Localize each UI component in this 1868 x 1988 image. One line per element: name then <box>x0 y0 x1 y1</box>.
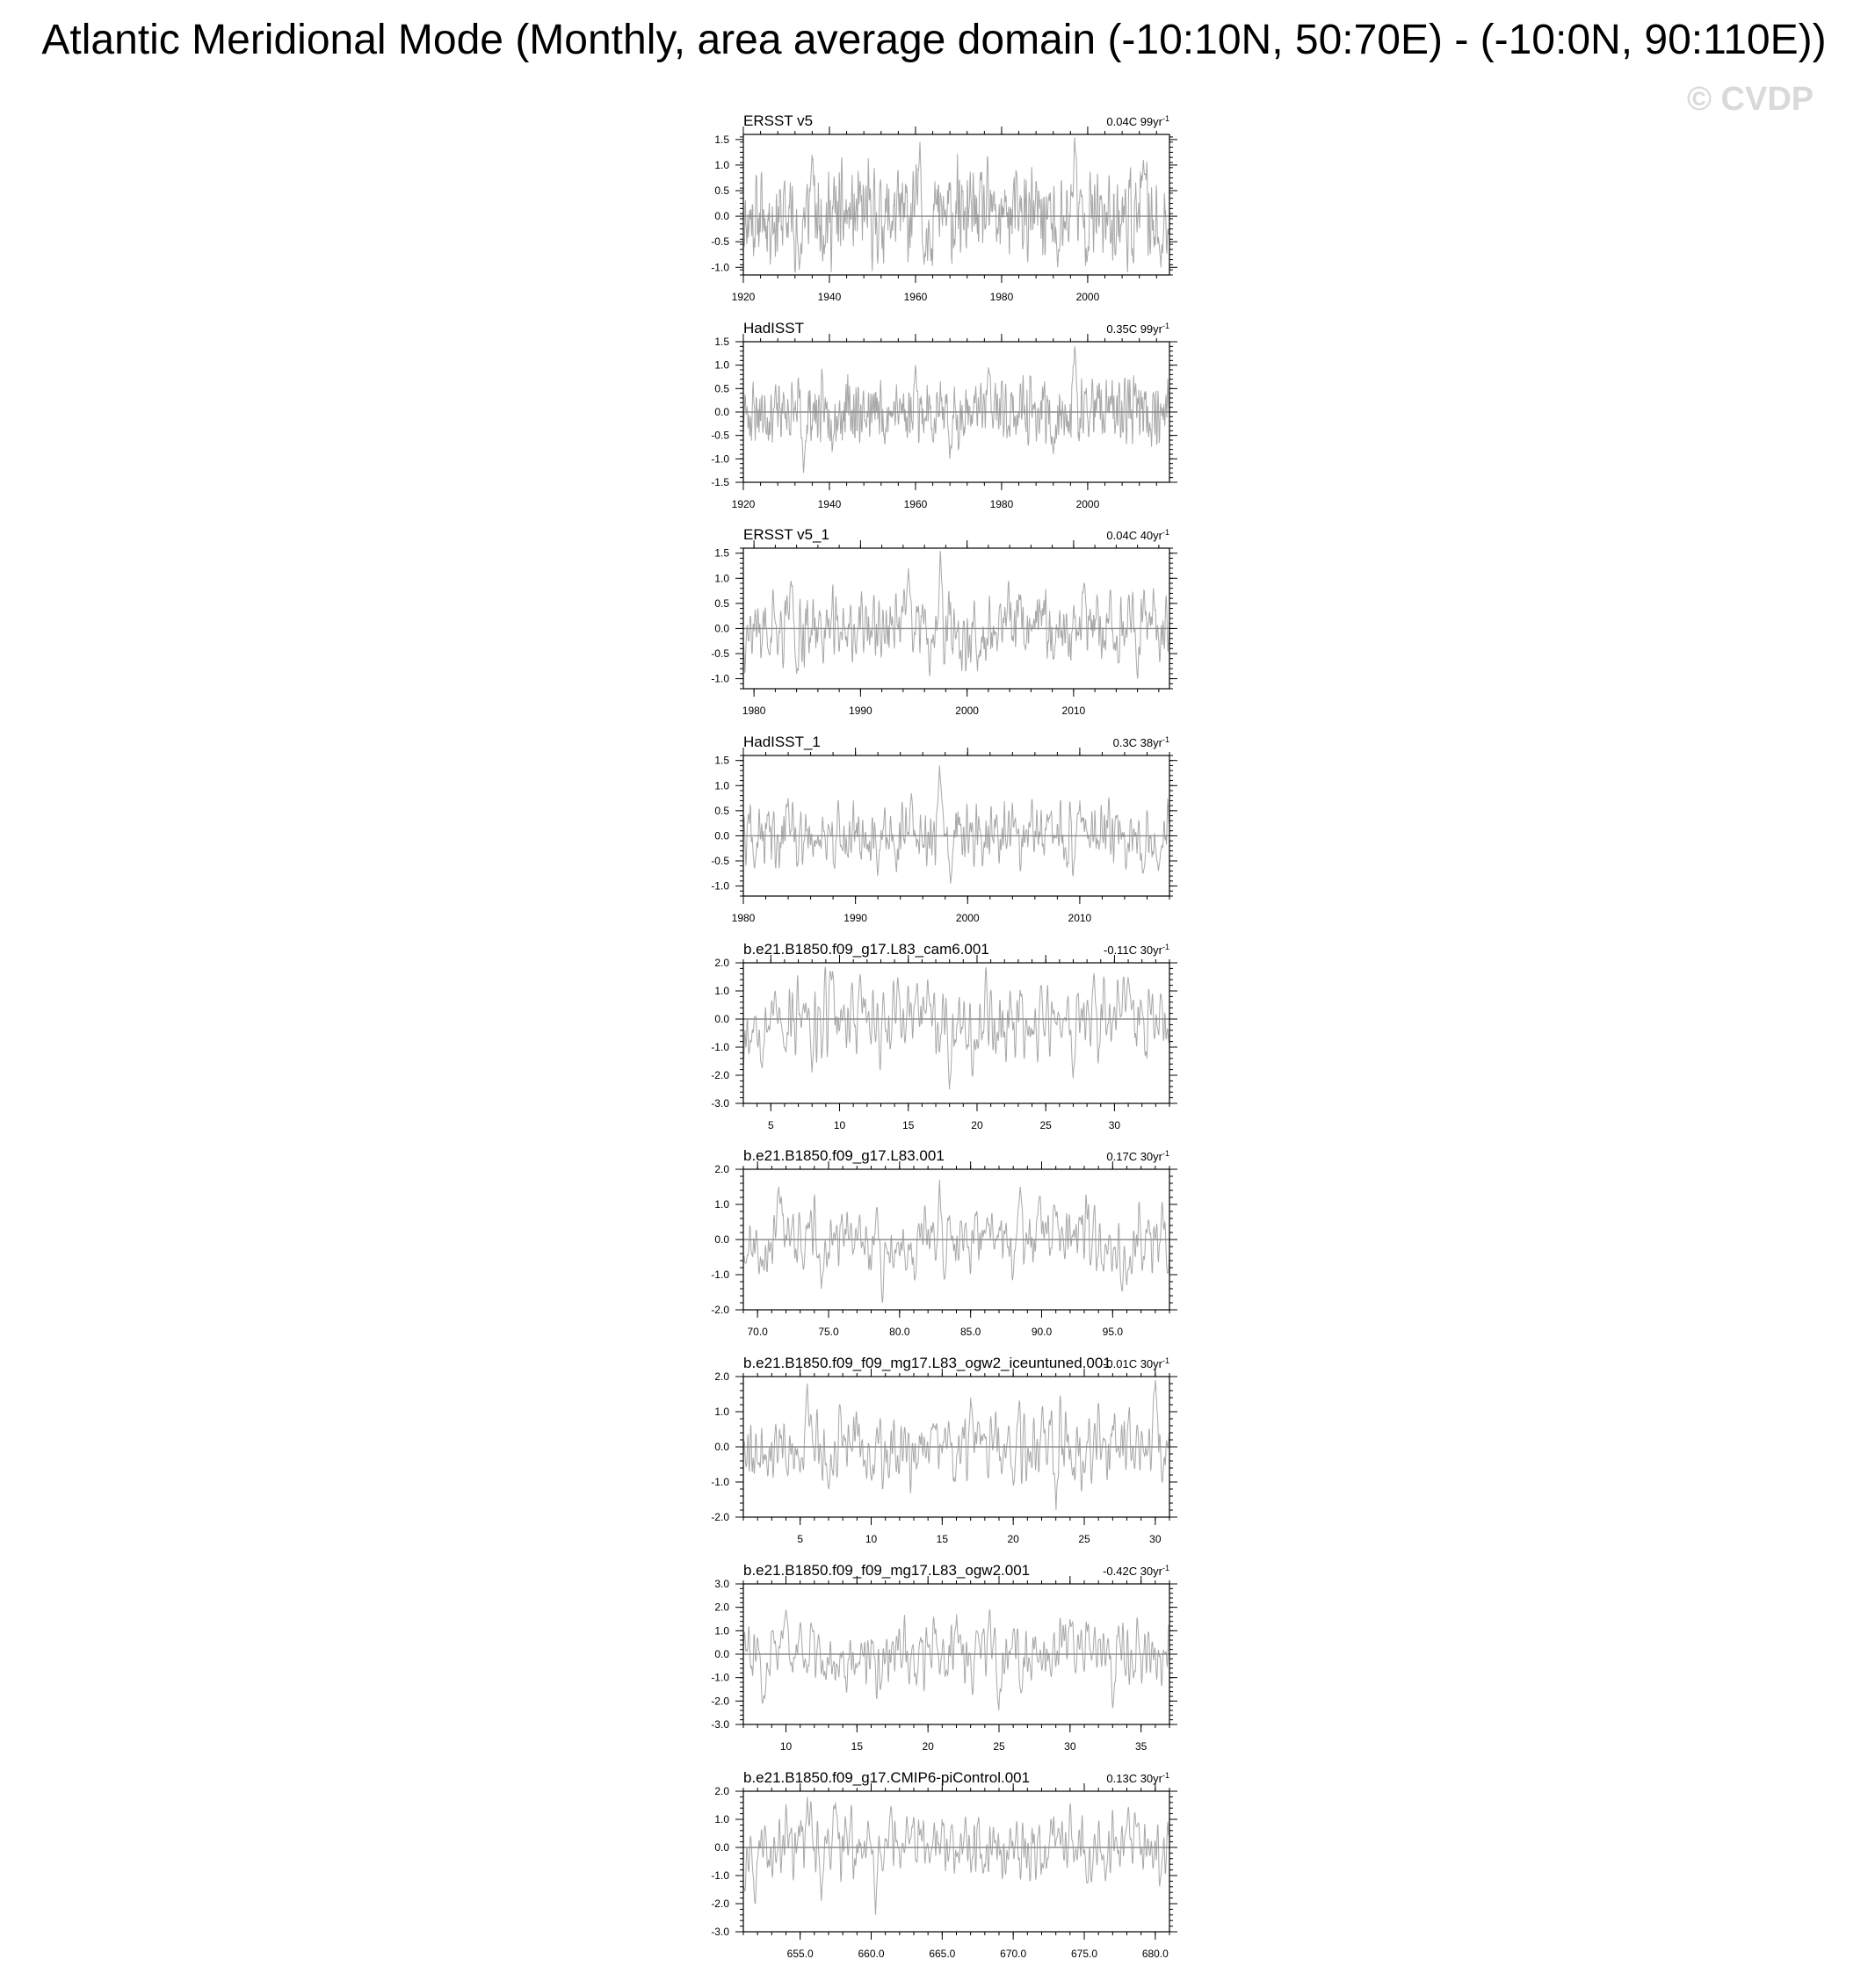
x-tick-label: 30 <box>1149 1533 1162 1545</box>
panel-title: b.e21.B1850.f09_f09_mg17.L83_ogw2.001 <box>743 1562 1031 1579</box>
y-tick-label: -1.0 <box>711 452 729 466</box>
chart-panel-1 <box>711 112 1177 303</box>
x-tick-label: 95.0 <box>1102 1326 1124 1338</box>
x-tick-label: 30 <box>1108 1119 1121 1131</box>
y-tick-label: -1.0 <box>711 1476 729 1488</box>
y-tick-label: 1.0 <box>714 1406 729 1418</box>
y-tick-label: -1.5 <box>711 476 729 488</box>
panel-trend: -0.01C $30yr^{-1}$ <box>1103 1356 1169 1370</box>
y-tick-label: -0.5 <box>711 429 729 442</box>
chart-panel-5 <box>711 941 1177 1131</box>
panel-title: b.e21.B1850.f09_g17.CMIP6-piControl.001 <box>743 1769 1031 1786</box>
x-tick-label: 655.0 <box>786 1948 814 1960</box>
y-tick-label: 3.0 <box>714 1578 729 1590</box>
plot-frame <box>743 1791 1169 1932</box>
x-tick-label: 10 <box>833 1119 846 1131</box>
panel-trend: -0.42C $30yr^{-1}$ <box>1103 1564 1169 1578</box>
x-tick-label: 1980 <box>989 498 1014 510</box>
trend-exponent: -1 <box>1162 735 1169 744</box>
x-tick-label: 1920 <box>731 291 756 303</box>
y-tick-label: -0.5 <box>711 235 729 249</box>
x-tick-label: 15 <box>936 1533 949 1545</box>
chart-panel-7 <box>711 1355 1177 1545</box>
y-tick-label: -2.0 <box>711 1511 729 1523</box>
y-tick-label: -3.0 <box>711 1926 729 1938</box>
chart-panel-2 <box>711 320 1177 510</box>
x-tick-label: 35 <box>1134 1740 1148 1753</box>
x-tick-label: 15 <box>902 1119 915 1131</box>
x-tick-label: 2000 <box>955 705 979 717</box>
y-tick-label: 1.5 <box>714 336 729 348</box>
y-tick-label: 2.0 <box>714 957 729 969</box>
chart-panel-6 <box>711 1147 1177 1338</box>
y-tick-label: 1.0 <box>714 985 729 997</box>
y-tick-label: 1.5 <box>714 754 729 767</box>
chart-panel-4 <box>711 734 1177 924</box>
x-tick-label: 25 <box>1078 1533 1090 1545</box>
x-tick-label: 75.0 <box>818 1326 839 1338</box>
y-tick-label: 1.0 <box>714 358 729 372</box>
y-tick-label: 0.0 <box>714 1013 729 1025</box>
y-tick-label: -1.0 <box>711 1671 729 1684</box>
trend-exponent: -1 <box>1162 1771 1169 1780</box>
chart-panel-8 <box>711 1562 1177 1753</box>
x-tick-label: 5 <box>797 1533 804 1545</box>
y-tick-label: 1.0 <box>714 158 729 171</box>
y-tick-label: 0.5 <box>714 804 729 817</box>
y-tick-label: -3.0 <box>711 1097 729 1110</box>
x-tick-label: 25 <box>1039 1119 1052 1131</box>
y-tick-label: 1.0 <box>714 779 729 792</box>
trend-exponent: -1 <box>1162 114 1169 123</box>
x-tick-label: 1990 <box>843 912 867 924</box>
y-tick-label: -0.5 <box>711 647 729 660</box>
x-tick-label: 680.0 <box>1141 1948 1169 1960</box>
x-tick-label: 2000 <box>1075 498 1100 510</box>
y-tick-label: -1.0 <box>711 261 729 274</box>
y-tick-label: 0.0 <box>714 1441 729 1453</box>
x-tick-label: 5 <box>767 1119 774 1131</box>
x-tick-label: 15 <box>851 1740 864 1753</box>
y-tick-label: 0.0 <box>714 829 729 842</box>
y-tick-label: -2.0 <box>711 1304 729 1316</box>
y-tick-label: 0.5 <box>714 184 729 197</box>
x-tick-label: 20 <box>971 1119 983 1131</box>
y-tick-label: 0.5 <box>714 382 729 395</box>
trend-exponent: -1 <box>1162 1356 1169 1365</box>
plot-frame <box>743 548 1169 689</box>
x-tick-label: 1960 <box>903 498 928 510</box>
series-line <box>743 551 1169 678</box>
trend-exponent: -1 <box>1162 1149 1169 1158</box>
x-tick-label: 2010 <box>1061 705 1086 717</box>
chart-panel-3 <box>711 526 1177 717</box>
y-tick-label: 0.0 <box>714 1648 729 1660</box>
panel-title: ERSST v5_1 <box>743 526 829 543</box>
panel-title: b.e21.B1850.f09_g17.L83.001 <box>743 1147 945 1164</box>
y-tick-label: -0.5 <box>711 855 729 867</box>
panel-trend: 0.3C $38yr^{-1}$ <box>1112 735 1169 749</box>
y-tick-label: -1.0 <box>711 1041 729 1053</box>
x-tick-label: 1940 <box>817 291 842 303</box>
y-tick-label: 1.0 <box>714 1624 729 1637</box>
series-line <box>743 137 1169 272</box>
y-tick-label: -1.0 <box>711 672 729 685</box>
series-line <box>743 1796 1169 1914</box>
y-tick-label: -2.0 <box>711 1695 729 1708</box>
series-line <box>743 765 1169 883</box>
y-tick-label: 0.0 <box>714 210 729 223</box>
x-tick-label: 1990 <box>849 705 872 717</box>
x-tick-label: 2000 <box>1075 291 1100 303</box>
series-line <box>743 1609 1169 1710</box>
panel-trend: 0.04C $40yr^{-1}$ <box>1106 528 1169 542</box>
panel-trend: 0.35C $99yr^{-1}$ <box>1106 322 1169 336</box>
y-tick-label: 1.0 <box>714 572 729 585</box>
x-tick-label: 20 <box>922 1740 934 1753</box>
x-tick-label: 1980 <box>731 912 756 924</box>
x-tick-label: 20 <box>1007 1533 1019 1545</box>
x-tick-label: 10 <box>865 1533 878 1545</box>
panel-trend: 0.04C $99yr^{-1}$ <box>1106 114 1169 128</box>
panel-title: HadISST <box>743 320 804 336</box>
y-tick-label: 1.0 <box>714 1198 729 1211</box>
panel-trend: 0.17C $30yr^{-1}$ <box>1106 1149 1169 1163</box>
y-tick-label: 0.0 <box>714 622 729 635</box>
y-tick-label: 2.0 <box>714 1163 729 1175</box>
x-tick-label: 675.0 <box>1070 1948 1098 1960</box>
x-tick-label: 665.0 <box>929 1948 956 1960</box>
series-line <box>743 346 1169 473</box>
trend-exponent: -1 <box>1162 322 1169 330</box>
panel-title: b.e21.B1850.f09_g17.L83_cam6.001 <box>743 941 989 958</box>
x-tick-label: 1960 <box>903 291 928 303</box>
x-tick-label: 670.0 <box>1000 1948 1027 1960</box>
panel-trend: 0.13C $30yr^{-1}$ <box>1106 1771 1169 1785</box>
series-line <box>743 1180 1169 1303</box>
x-tick-label: 90.0 <box>1031 1326 1053 1338</box>
panel-trend: -0.11C $30yr^{-1}$ <box>1104 943 1169 957</box>
x-tick-label: 1940 <box>817 498 842 510</box>
watermark: © CVDP <box>1687 81 1814 118</box>
x-tick-label: 660.0 <box>858 1948 885 1960</box>
y-tick-label: 1.5 <box>714 133 729 146</box>
y-tick-label: 2.0 <box>714 1601 729 1614</box>
x-tick-label: 1980 <box>742 705 766 717</box>
y-tick-label: -2.0 <box>711 1069 729 1081</box>
trend-exponent: -1 <box>1162 1564 1169 1572</box>
y-tick-label: 0.0 <box>714 1233 729 1246</box>
y-tick-label: -2.0 <box>711 1898 729 1910</box>
y-tick-label: -3.0 <box>711 1718 729 1731</box>
panel-title: ERSST v5 <box>743 112 814 129</box>
y-tick-label: -1.0 <box>711 1269 729 1281</box>
x-tick-label: 2010 <box>1068 912 1092 924</box>
x-tick-label: 1980 <box>989 291 1014 303</box>
series-line <box>743 966 1169 1089</box>
x-tick-label: 2000 <box>955 912 980 924</box>
trend-exponent: -1 <box>1162 943 1169 951</box>
x-tick-label: 1920 <box>731 498 756 510</box>
x-tick-label: 30 <box>1064 1740 1076 1753</box>
x-tick-label: 80.0 <box>889 1326 910 1338</box>
panel-title: b.e21.B1850.f09_f09_mg17.L83_ogw2_iceuntuned.001 <box>743 1355 1111 1371</box>
x-tick-label: 25 <box>993 1740 1005 1753</box>
y-tick-label: -1.0 <box>711 879 729 893</box>
x-tick-label: 85.0 <box>959 1326 981 1338</box>
chart-panel-9 <box>711 1769 1177 1960</box>
y-tick-label: 1.0 <box>714 1813 729 1825</box>
y-tick-label: 1.5 <box>714 546 729 560</box>
panel-title: HadISST_1 <box>743 734 821 750</box>
page-title: Atlantic Meridional Mode (Monthly, area average domain (-10:10N, 50:70E) - (-10:0N, 90:110E)) <box>41 17 1827 63</box>
y-tick-label: 0.0 <box>714 406 729 418</box>
y-tick-label: 2.0 <box>714 1785 729 1797</box>
x-tick-label: 70.0 <box>747 1326 768 1338</box>
y-tick-label: 2.0 <box>714 1370 729 1383</box>
trend-exponent: -1 <box>1162 528 1169 537</box>
y-tick-label: 0.0 <box>714 1841 729 1854</box>
series-line <box>743 1380 1169 1510</box>
y-tick-label: 0.5 <box>714 596 729 610</box>
x-tick-label: 10 <box>779 1740 793 1753</box>
y-tick-label: -1.0 <box>711 1869 729 1882</box>
